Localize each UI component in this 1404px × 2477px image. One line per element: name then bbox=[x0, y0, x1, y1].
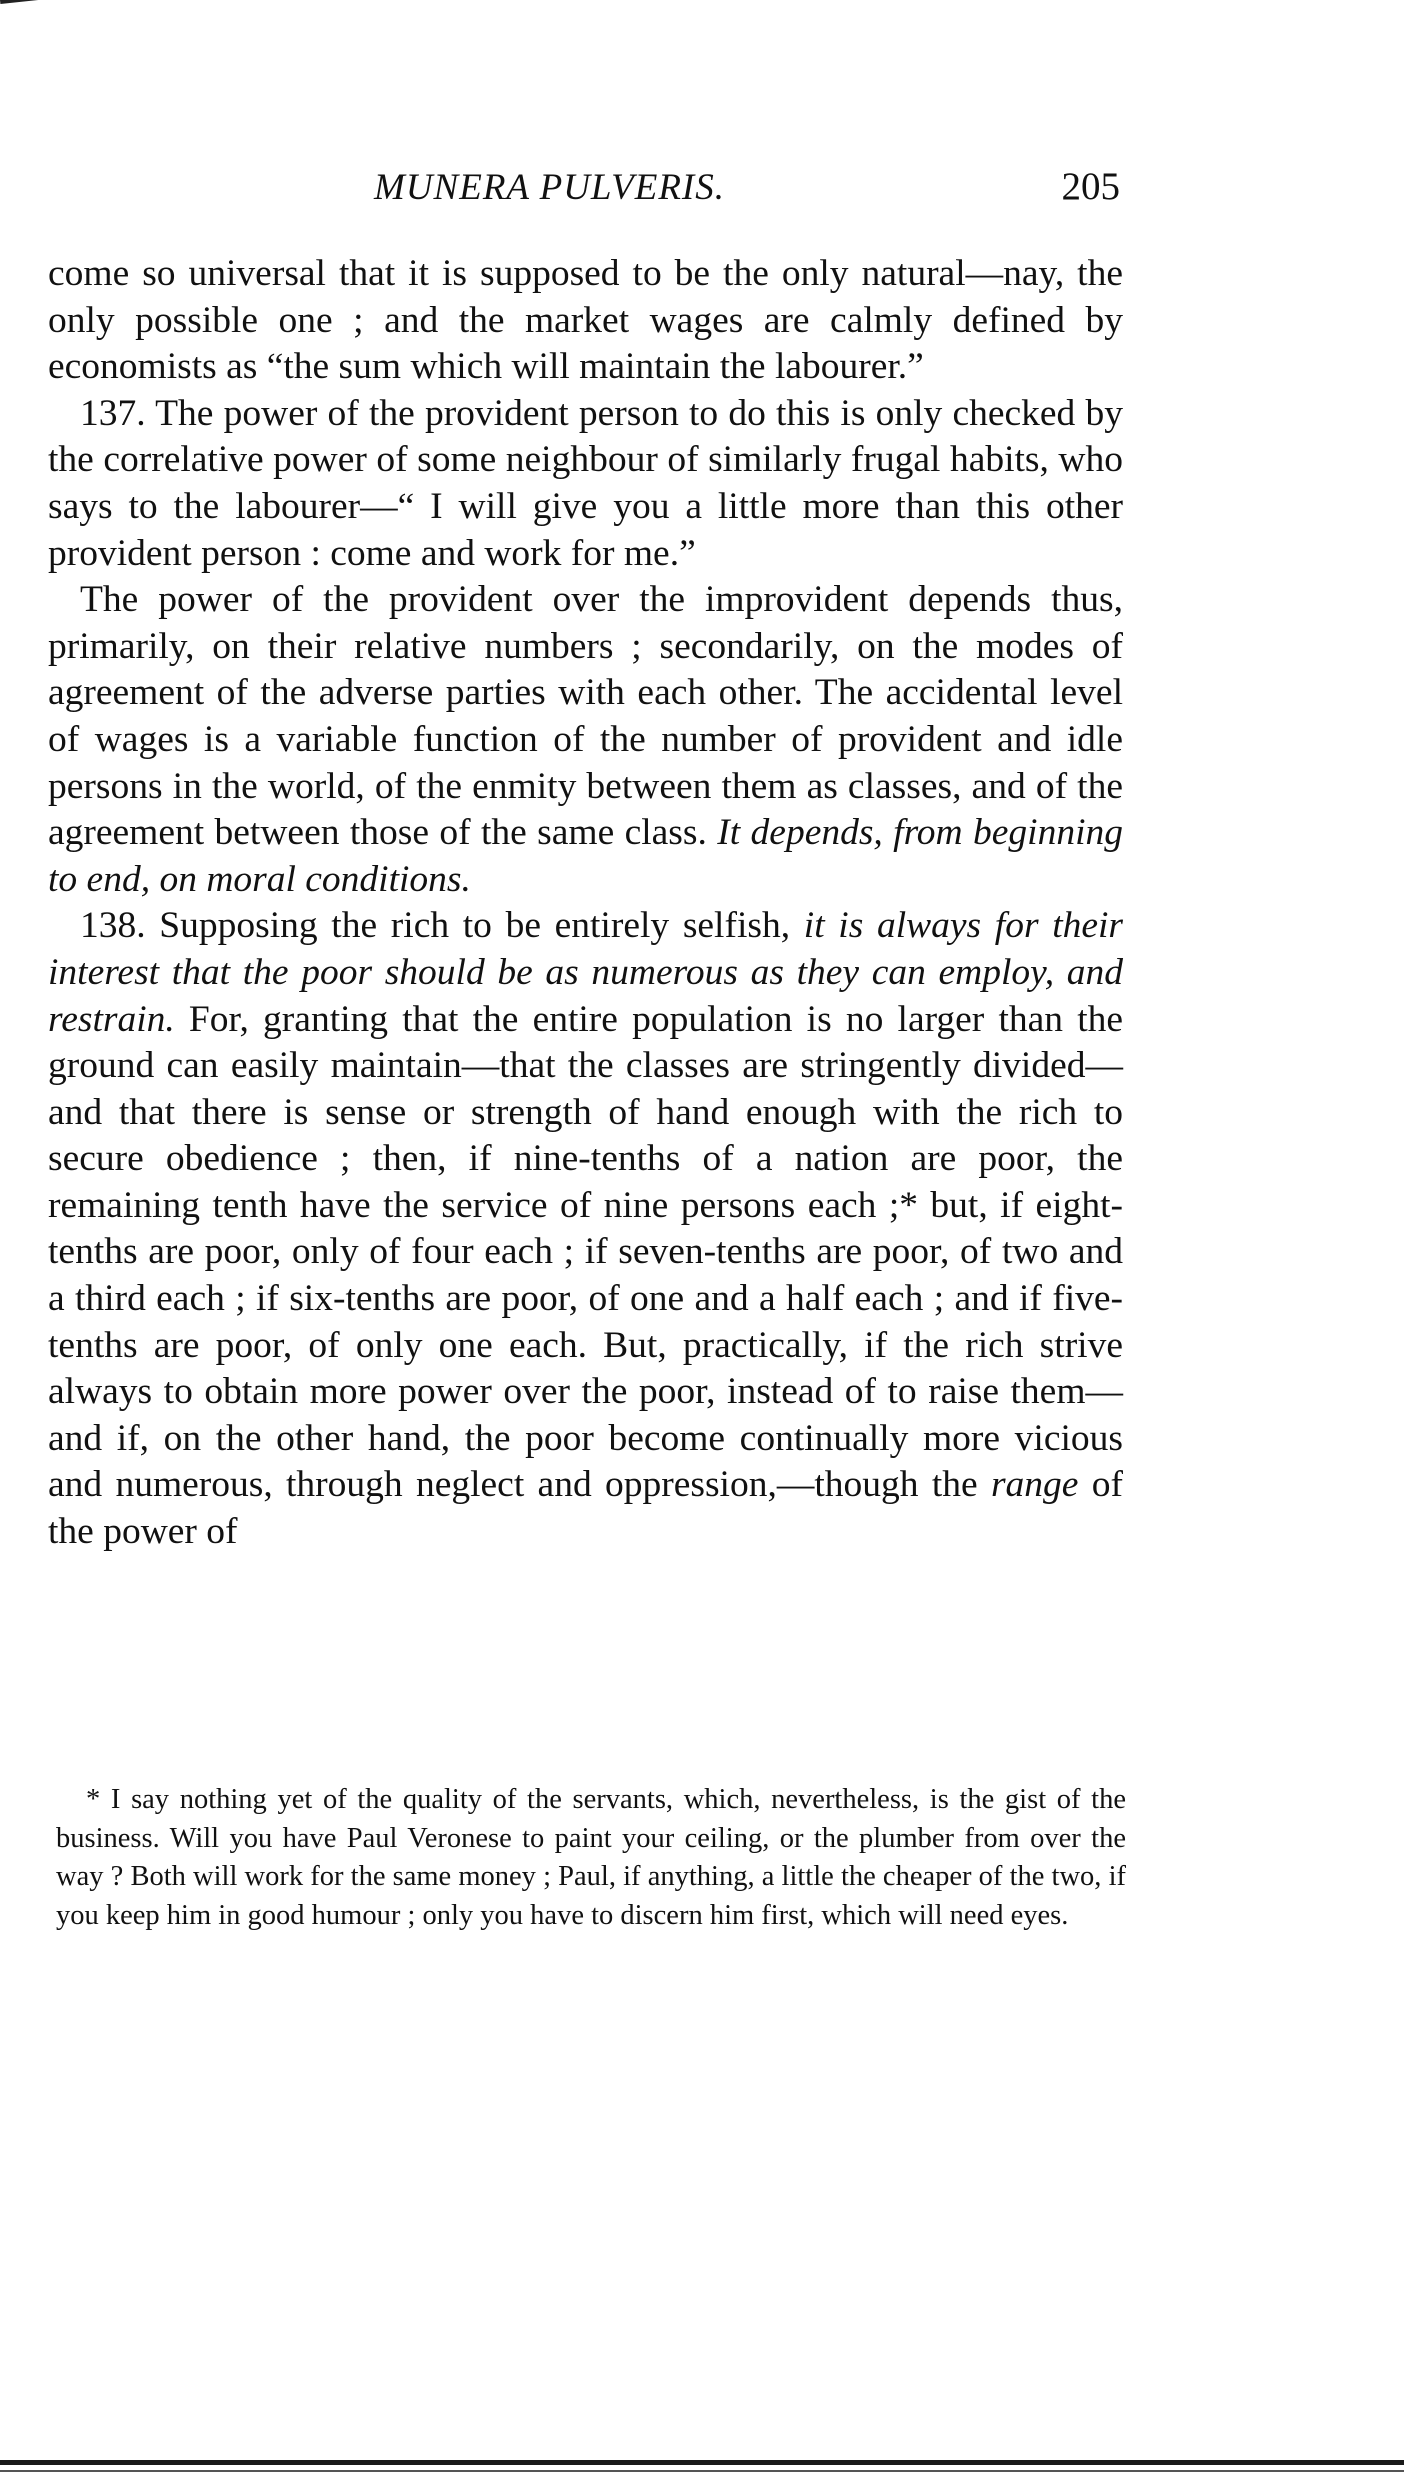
italic-emphasis: It depends, from beginning to end, on moral conditions. bbox=[48, 812, 1123, 900]
italic-emphasis: range bbox=[990, 1464, 1079, 1506]
scan-corner-mark bbox=[0, 0, 40, 4]
bottom-edge-rule-thin bbox=[0, 2470, 1404, 2472]
bottom-edge-rule bbox=[0, 2460, 1404, 2465]
page-number: 205 bbox=[1061, 165, 1120, 208]
paragraph-provident-power bbox=[48, 577, 1123, 903]
paragraph-text: For, granting that the entire population is no larger than the ground can easily maintain—that the classes are stringently divided—and that there is sense or strength of hand enough with the rich to secure obedience ; then, if nine-tenths of a nation are poor, the remaining tenth have the service of nine persons each ;* but, if eight-tenths are poor, only of four each ; if seven-tenths are poor, of two and a third each ; if six-tenths are poor, of one and a half each ; and if five-tenths are poor, of only one each. But, practically, if the rich strive always to obtain more power over the poor, instead of to raise them—and if, on the other hand, the poor become continually more vicious and numerous, through neglect and oppression,—though the bbox=[48, 998, 1124, 1506]
paragraph-text: 138. Supposing the rich to be entirely selfish, bbox=[80, 905, 791, 947]
running-title: MUNERA PULVERIS. bbox=[374, 167, 726, 208]
paragraph-text: of the power of bbox=[48, 1464, 1124, 1553]
paragraph-138 bbox=[48, 903, 1123, 1555]
body-text bbox=[48, 251, 1123, 1556]
footnote: * I say nothing yet of the quality of the servants, which, nevertheless, is the gist of the business. Will you have Paul Veronese to paint your ceiling, or the plumber from over the way ? Both will work for the same money ; Paul, if anything, a little the cheaper of the two, if you keep him in good humour ; only you have to discern him first, which will need eyes. bbox=[56, 1784, 1126, 1931]
paragraph-137: 137. The power of the provident person to do this is only checked by the correlative power of some neighbour of similarly frugal habits, who says to the labourer—“ I will give you a little more than this other provident person : come and work for me.” bbox=[48, 392, 1123, 574]
page-header bbox=[48, 166, 1120, 216]
paragraph-continuation: come so universal that it is supposed to be the only natural—nay, the only possible one ; and the market wages are calmly defined by economists as “the sum which will maintain the labourer.” bbox=[48, 253, 1123, 388]
paragraph-text: The power of the provident over the improvident depends thus, primarily, on their relative numbers ; secondarily, on the modes of agreement of the adverse parties with each other. The accidental level of wages is a variable function of the number of provident and idle persons in the world, of the enmity between them as classes, and of the agreement between those of the same class. bbox=[48, 579, 1123, 854]
italic-emphasis: it is always for their interest that the poor should be as numerous as they can employ, and restrain. bbox=[48, 905, 1124, 1040]
